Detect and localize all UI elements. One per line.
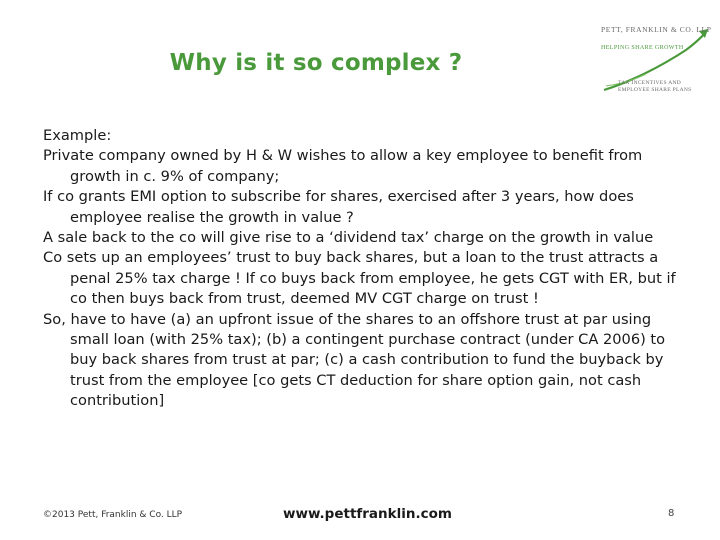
body-paragraph: Co sets up an employees’ trust to buy back shares, but a loan to the trust attracts a penal 25% tax charge ! If co buys back from employee, he gets CGT with ER, but if co then buys back from trust, deemed MV CGT charge on trust !	[43, 249, 676, 308]
body-paragraph: If co grants EMI option to subscribe for shares, exercised after 3 years, how does employee realise the growth in value ?	[43, 188, 634, 226]
body-paragraph: Example:	[43, 127, 112, 144]
footer-website-link[interactable]: www.pettfranklin.com	[283, 506, 452, 522]
body-paragraph: Private company owned by H & W wishes to allow a key employee to benefit from growth in c. 9% of company;	[43, 147, 643, 185]
page-number: 8	[668, 508, 675, 519]
logo-firm-name: PETT, FRANKLIN & CO. LLP	[601, 25, 712, 34]
body-paragraph: So, have to have (a) an upfront issue of the shares to an offshore trust at par using small loan (with 25% tax); (b) a contingent purchase contract (under CA 2006) to buy back shares from trust at par; (c) a cash contribution to fund the buyback by trust from the employee [co gets CT deduction for share option gain, not cash contribution]	[43, 310, 666, 410]
body-paragraph: A sale back to the co will give rise to a ‘dividend tax’ charge on the growth in value	[43, 229, 654, 247]
slide-title: Why is it so complex ?	[169, 50, 463, 76]
logo-subtitle: TAX INCENTIVES AND EMPLOYEE SHARE PLANS	[618, 80, 692, 93]
company-logo	[590, 12, 716, 100]
footer-copyright: ©2013 Pett, Franklin & Co. LLP	[43, 510, 183, 520]
slide-body	[43, 126, 683, 412]
logo-tagline: HELPING SHARE GROWTH	[601, 45, 684, 51]
